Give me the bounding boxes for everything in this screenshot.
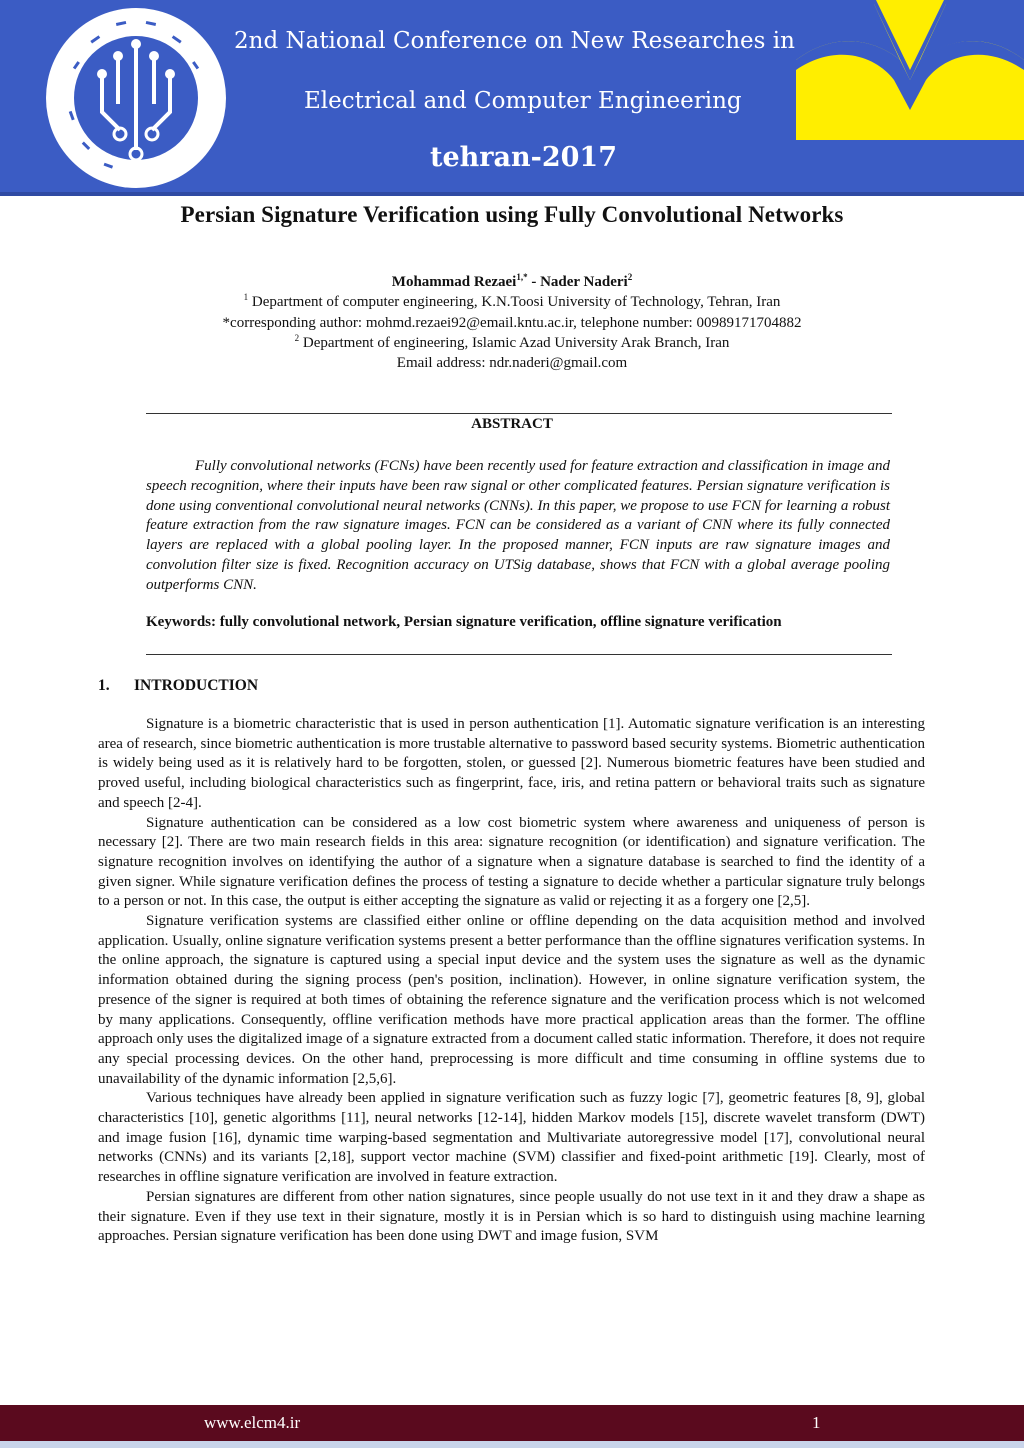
author-line	[0, 274, 1024, 291]
paper-title: Persian Signature Verification using Fully Convolutional Networks	[180, 202, 844, 227]
author-2-email: Email address: ndr.naderi@gmail.com	[396, 355, 628, 371]
corresponding-author: *corresponding author: mohmd.rezaei92@email.kntu.ac.ir, telephone number: 00989171704882	[222, 315, 802, 331]
abstract-heading: ABSTRACT	[471, 416, 553, 432]
conference-title-line2: Electrical and Computer Engineering	[304, 88, 742, 114]
paragraph: Signature is a biometric characteristic that is used in person authentication [1]. Automatic signature verification is an interesting area of research, since biometric authentication is more trustable alternative to password based security systems. Biometric authentication is widely being used as it is relatively hard to be forgotten, stolen, or guessed [2]. Numerous biometric features have been studied and proved useful, including biological characteristics such as fingerprint, face, iris, and retina pattern or behavioral traits such as signature and speech [2-4].	[98, 716, 925, 811]
author-2-affiliation-mark: 2	[627, 272, 633, 282]
section-title: INTRODUCTION	[134, 677, 259, 694]
keywords: Keywords: fully convolutional network, Persian signature verification, offline signature verification	[146, 614, 782, 630]
footer-strip	[0, 1441, 1024, 1448]
footer-url: www.elcm4.ir	[204, 1413, 301, 1432]
affiliation-2-text: Department of engineering, Islamic Azad University Arak Branch, Iran	[299, 335, 730, 351]
author-1-affiliation-mark: 1,*	[516, 272, 528, 282]
page-footer	[0, 1405, 1024, 1441]
paragraph: Persian signatures are different from other nation signatures, since people usually do not use text in it and they draw a shape as their signature. Even if they use text in their signature, mostly it is in Persian which is so hard to distinguish using machine learning approaches. Persian signature verification has been done using DWT and image fusion, SVM	[98, 1188, 925, 1245]
paragraph: Various techniques have already been applied in signature verification such as fuzzy logic [7], geometric features [8, 9], global characteristics [10], genetic algorithms [11], neural networks [12-14], hidden Markov models [15], discrete wavelet transform (DWT) and image fusion [16], dynamic time warping-based segmentation and Multivariate autoregressive model [17], convolutional neural networks (CNNs) and its variants [2,18], support vector machine (SVM) classifier and fixed-point arithmetic [19]. Clearly, most of researches in offline signature verification are involved in feature extraction.	[98, 1090, 925, 1186]
section-heading	[98, 677, 258, 695]
author-1: Mohammad Rezaei	[391, 274, 517, 290]
conference-title-line1: 2nd National Conference on New Researches in	[234, 28, 795, 54]
conference-location-year: tehran-2017	[430, 142, 617, 173]
conference-logo-icon	[42, 4, 230, 192]
banner-divider	[0, 192, 1024, 196]
affiliation-2	[0, 335, 1024, 352]
abstract-text: Fully convolutional networks (FCNs) have been recently used for feature extraction and classification in image and speech recognition, where their inputs have been raw signal or other complicated features. Persian signature verification is done using conventional convolutional neural networks (CNNs). In this paper, we propose to use FCN for learning a robust feature extraction from the raw signature images. FCN can be considered as a variant of CNN where its fully connected layers are replaced with a global pooling layer. In the proposed manner, FCN inputs are raw signature images and convolution filter size is fixed. Recognition accuracy on UTSig database, shows that FCN with a global average pooling outperforms CNN.	[146, 458, 890, 593]
introduction-body	[98, 715, 925, 1247]
affiliation-1-text: Department of computer engineering, K.N.Toosi University of Technology, Tehran, Iran	[248, 294, 781, 310]
affiliation-1-mark: 1	[243, 292, 249, 302]
author-2: - Nader Naderi	[527, 274, 628, 290]
page-number: 1	[812, 1413, 821, 1432]
section-number: 1.	[98, 677, 110, 694]
m-logo-icon	[796, 0, 1024, 140]
affiliation-2-mark: 2	[294, 333, 300, 343]
paragraph: Signature authentication can be considered as a low cost biometric system where awareness and uniqueness of person is necessary [2]. There are two main research fields in this area: signature recognition (or identification) and signature verification. The signature recognition involves on identifying the author of a signature when a signature database is searched to find the identity of a given signer. While signature verification defines the process of testing a signature to decide whether a particular signature truly belongs to a person or not. In this case, the output is either accepting the signature as valid or rejecting it as a forgery one [2,5].	[98, 814, 925, 910]
paragraph: Signature verification systems are classified either online or offline depending on the data acquisition method and involved application. Usually, online signature verification systems present a better performance than the offline signatures verification systems. In the online approach, the signature is captured using a special input device and the system uses the signature as well as the dynamic information obtained during the signing process (pen's position, inclination). However, in online signature verification system, the presence of the signer is required at both times of obtaining the reference signature and the verification process which is not welcomed by many applications. Consequently, offline verification methods have more practical application areas than the former. The offline approach only uses the digitalized image of a signature extracted from a document called static information. Therefore, it does not require any special processing devices. On the other hand, preprocessing is more difficult and time consuming in offline systems due to unavailability of the dynamic information [2,5,6].	[98, 913, 925, 1087]
affiliation-1	[0, 294, 1024, 311]
abstract-top-rule	[146, 413, 892, 414]
abstract-bottom-rule	[146, 654, 892, 655]
